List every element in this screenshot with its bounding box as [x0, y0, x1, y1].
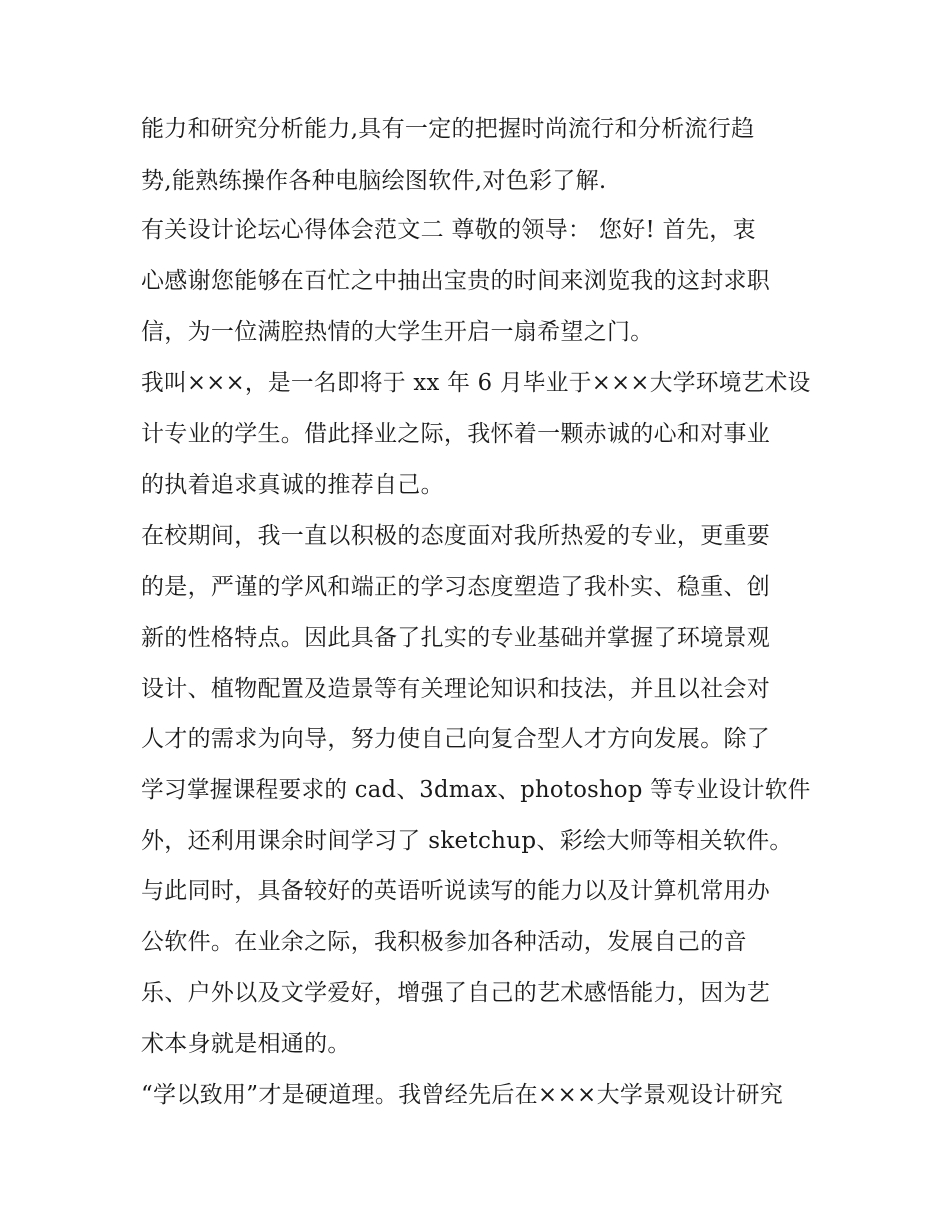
- text-line: 术本身就是相通的。: [141, 1031, 351, 1057]
- text-line: 信，为一位满腔热情的大学生开启一扇希望之门。: [141, 319, 654, 345]
- text-line: 新的性格特点。因此具备了扎实的专业基础并掌握了环境景观: [141, 625, 771, 651]
- text-line: 设计、植物配置及造景等有关理论知识和技法，并且以社会对: [141, 676, 771, 702]
- text-line: 的是，严谨的学风和端正的学习态度塑造了我朴实、稳重、创: [141, 574, 771, 600]
- text-line: 学习掌握课程要求的 cad、3dmax、photoshop 等专业设计软件: [141, 777, 811, 803]
- text-line: 势,能熟练操作各种电脑绘图软件,对色彩了解.: [141, 168, 607, 194]
- text-line: 计专业的学生。借此择业之际，我怀着一颗赤诚的心和对事业: [141, 421, 771, 447]
- text-line: 我叫×××，是一名即将于 xx 年 6 月毕业于×××大学环境艺术设: [141, 370, 811, 396]
- text-line: 的执着追求真诚的推荐自己。: [141, 472, 444, 498]
- text-line: 能力和研究分析能力,具有一定的把握时尚流行和分析流行趋: [141, 116, 755, 142]
- text-line: 人才的需求为向导，努力使自己向复合型人才方向发展。除了: [141, 726, 771, 752]
- text-line: 乐、户外以及文学爱好，增强了自己的艺术感悟能力，因为艺: [141, 980, 771, 1006]
- text-line: “学以致用”才是硬道理。我曾经先后在×××大学景观设计研究: [141, 1082, 784, 1108]
- text-line: 公软件。在业余之际，我积极参加各种活动，发展自己的音: [141, 929, 747, 955]
- text-line: 外，还利用课余时间学习了 sketchup、彩绘大师等相关软件。: [141, 828, 793, 854]
- text-line: 心感谢您能够在百忙之中抽出宝贵的时间来浏览我的这封求职: [141, 268, 771, 294]
- text-line: 与此同时，具备较好的英语听说读写的能力以及计算机常用办: [141, 878, 771, 904]
- text-line: 有关设计论坛心得体会范文二 尊敬的领导： 您好! 首先，衷: [141, 217, 756, 243]
- text-line: 在校期间，我一直以积极的态度面对我所热爱的专业，更重要: [141, 523, 771, 549]
